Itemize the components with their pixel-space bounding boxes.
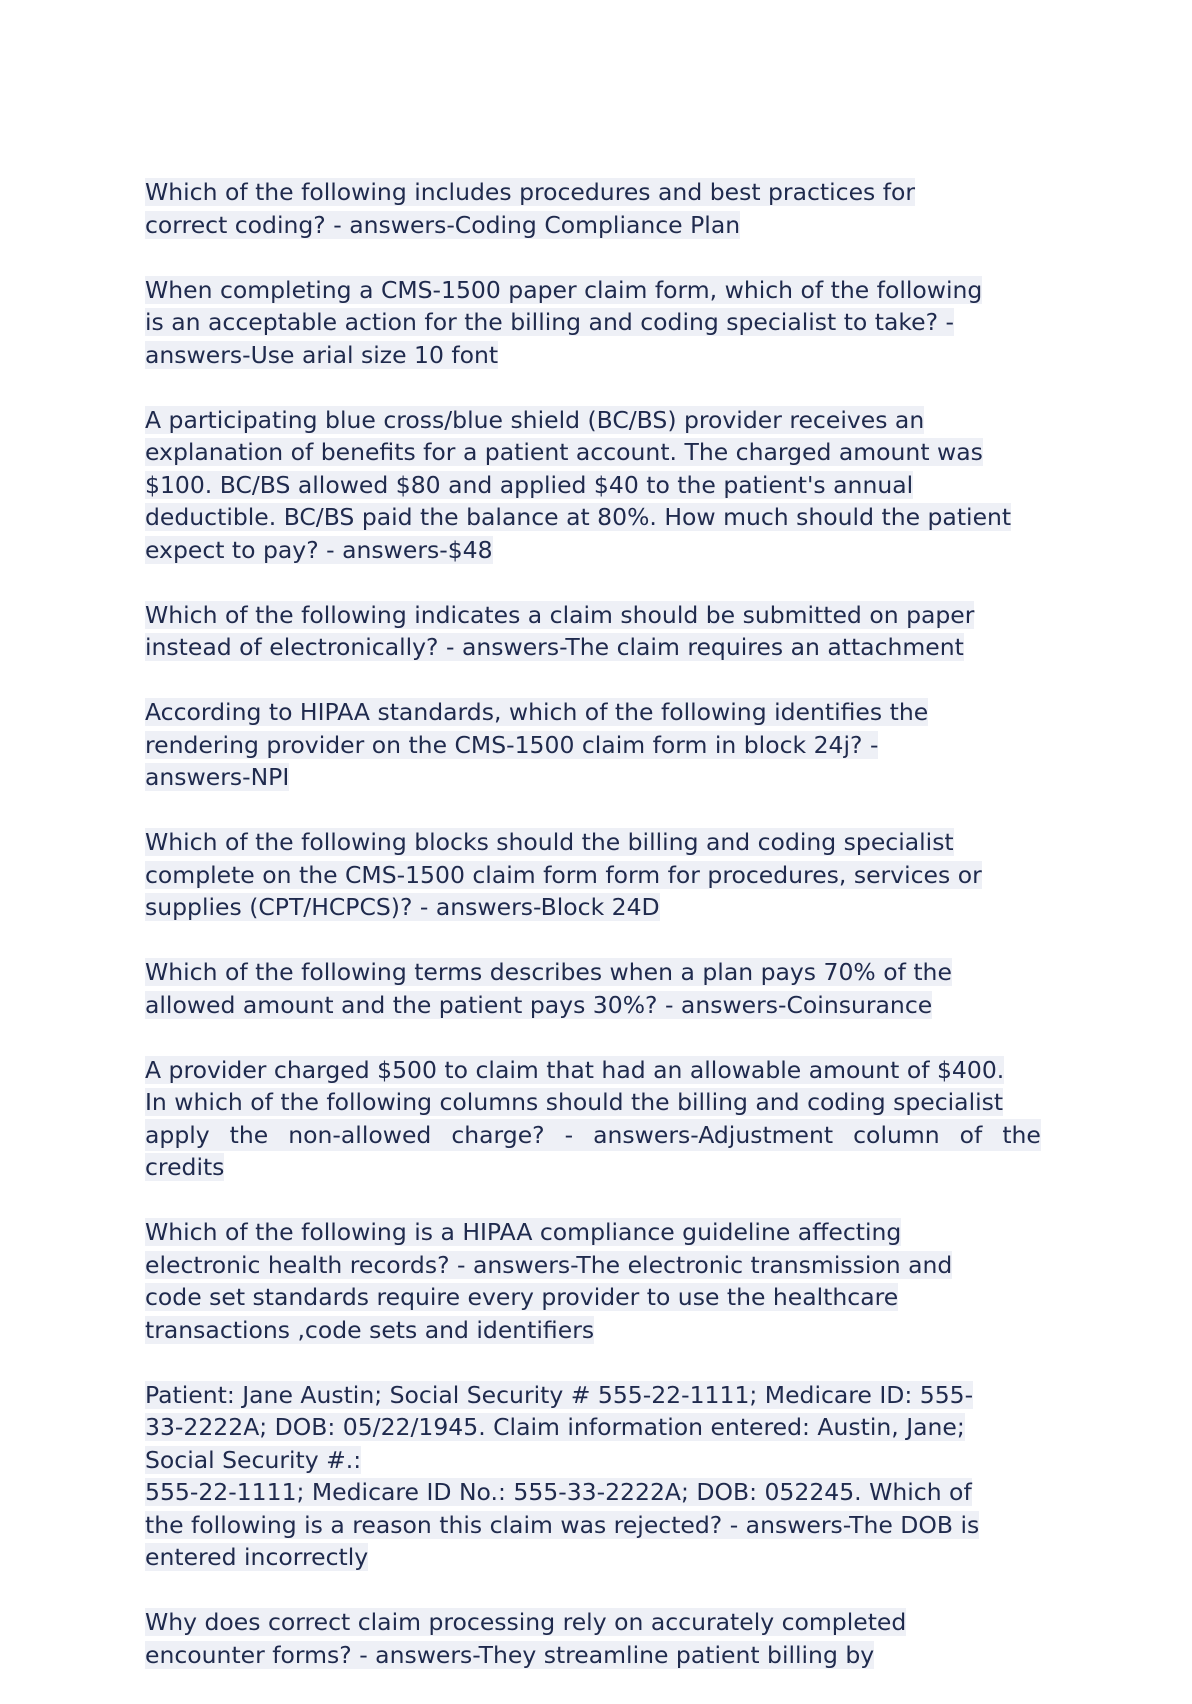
text-line: is an acceptable action for the billing and coding specialist to take? - [145, 308, 955, 336]
word: the [230, 1119, 269, 1152]
text-line: Social Security #.: [145, 1445, 362, 1474]
text-line: Which of the following includes procedures and best practices for [145, 178, 916, 206]
text-line: electronic health records? - answers-The electronic transmission and [145, 1250, 953, 1279]
word: answers-Adjustment [593, 1119, 833, 1152]
qa-item-paper-claim [145, 599, 1041, 664]
text-line: instead of electronically? - answers-The claim requires an attachment [145, 633, 964, 661]
text-line: A participating blue cross/blue shield (BC/BS) provider receives an [145, 405, 925, 434]
document-page [145, 176, 1041, 1704]
text-line: Patient: Jane Austin; Social Security # 555-22-1111; Medicare ID: 555- [145, 1380, 974, 1409]
qa-item-block-24d [145, 826, 1041, 924]
text-line: credits [145, 1153, 225, 1181]
text-line: In which of the following columns should the billing and coding specialist [145, 1088, 1004, 1116]
text-line: Why does correct claim processing rely on accurately completed [145, 1608, 907, 1636]
text-line: expect to pay? - answers-$48 [145, 535, 493, 564]
text-line: entered incorrectly [145, 1543, 369, 1571]
qa-item-dob-rejection [145, 1379, 1041, 1574]
text-line: $100. BC/BS allowed $80 and applied $40 to the patient's annual [145, 470, 914, 499]
qa-item-adjustment-column [145, 1054, 1041, 1184]
text-line: the following is a reason this claim was rejected? - answers-The DOB is [145, 1510, 980, 1539]
text-line-justified [145, 1119, 1041, 1152]
qa-item-encounter-forms [145, 1606, 1041, 1671]
text-line: 555-22-1111; Medicare ID No.: 555-33-2222A; DOB: 052245. Which of [145, 1478, 972, 1506]
text-line: answers-NPI [145, 763, 290, 791]
text-line: Which of the following terms describes when a plan pays 70% of the [145, 958, 952, 986]
text-line: explanation of benefits for a patient account. The charged amount was [145, 438, 983, 466]
text-line: allowed amount and the patient pays 30%? - answers-Coinsurance [145, 990, 933, 1019]
qa-item-bcbs-payment [145, 404, 1041, 567]
text-line: transactions ,code sets and identifiers [145, 1315, 595, 1344]
word: - [565, 1119, 573, 1152]
qa-item-coinsurance [145, 956, 1041, 1021]
word: of [960, 1119, 983, 1152]
qa-item-npi [145, 696, 1041, 794]
text-line: complete on the CMS-1500 claim form form for procedures, services or [145, 860, 982, 889]
word: apply [145, 1119, 210, 1152]
text-line: correct coding? - answers-Coding Compliance Plan [145, 210, 741, 239]
text-line: According to HIPAA standards, which of the following identifies the [145, 698, 929, 726]
word: charge? [451, 1119, 544, 1152]
text-line: A provider charged $500 to claim that had an allowable amount of $400. [145, 1055, 1005, 1084]
word: column [853, 1119, 940, 1152]
text-line: supplies (CPT/HCPCS)? - answers-Block 24D [145, 893, 660, 921]
text-line: code set standards require every provider to use the healthcare [145, 1283, 899, 1311]
qa-item-hipaa-guideline [145, 1216, 1041, 1346]
text-line: Which of the following blocks should the billing and coding specialist [145, 828, 954, 856]
text-line: When completing a CMS-1500 paper claim form, which of the following [145, 275, 983, 304]
text-line: rendering provider on the CMS-1500 claim form in block 24j? - [145, 730, 879, 759]
text-line: 33-2222A; DOB: 05/22/1945. Claim information entered: Austin, Jane; [145, 1413, 965, 1441]
qa-item-coding-compliance [145, 176, 1041, 241]
text-line: answers-Use arial size 10 font [145, 340, 499, 369]
word: the [1002, 1119, 1041, 1152]
text-line: Which of the following is a HIPAA compliance guideline affecting [145, 1218, 902, 1246]
word: non-allowed [288, 1119, 431, 1152]
text-line: Which of the following indicates a claim should be submitted on paper [145, 600, 975, 629]
qa-item-cms1500-font [145, 274, 1041, 372]
text-line: deductible. BC/BS paid the balance at 80%. How much should the patient [145, 503, 1012, 531]
text-line: encounter forms? - answers-They streamline patient billing by [145, 1640, 875, 1669]
